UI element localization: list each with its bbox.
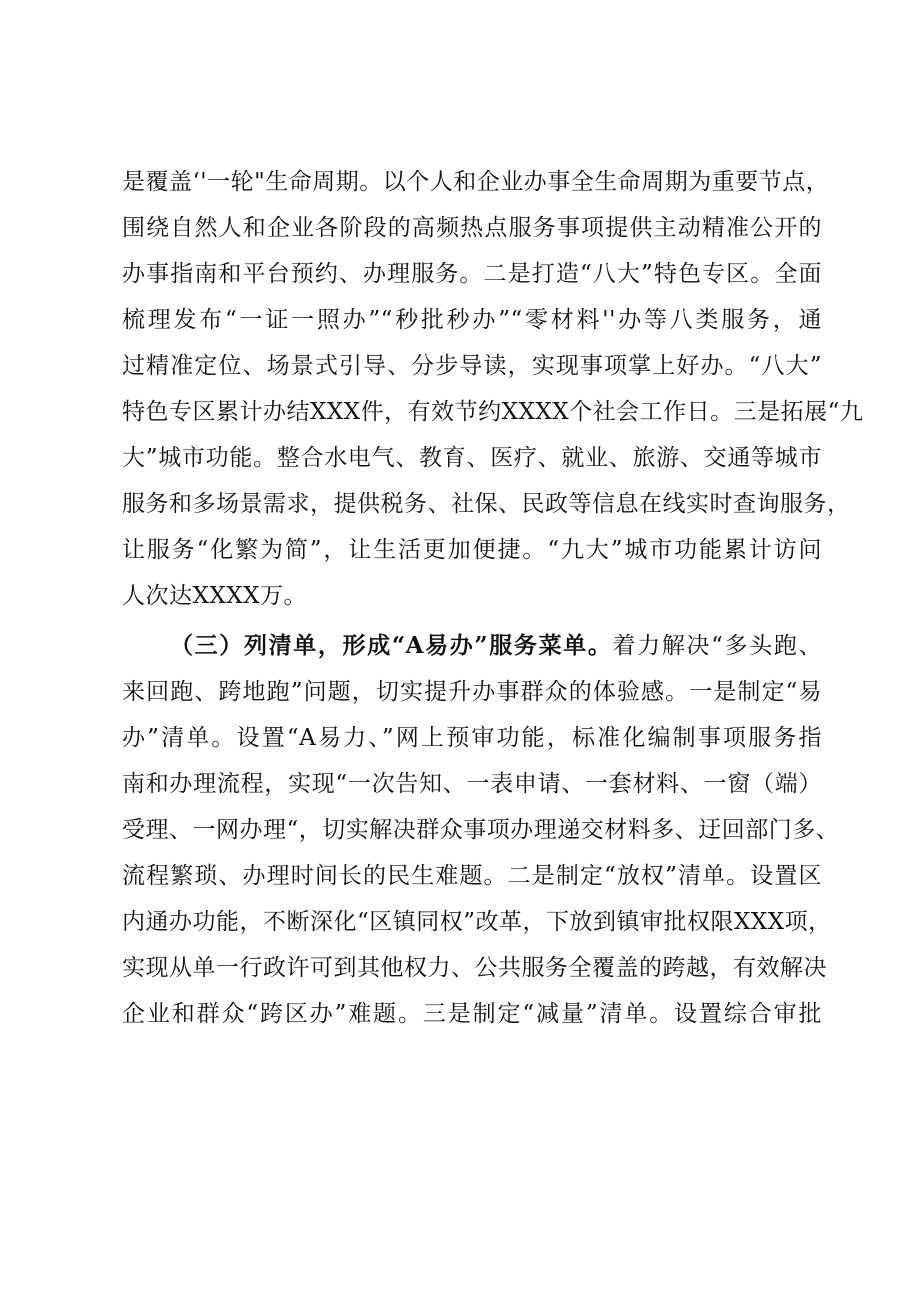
- section-heading-line: [170, 626, 822, 666]
- paragraph-line: 大”城市功能。整合水电气、教育、医疗、就业、旅游、交通等城市: [122, 445, 822, 471]
- paragraph-line: 服务和多场景需求，提供税务、社保、民政等信息在线实时查询服务，: [122, 491, 851, 517]
- paragraph-line: 企业和群众“跨区办”难题。三是制定“减量”清单。设置综合审批: [122, 1001, 822, 1027]
- paragraph-line: 流程繁琐、办理时间长的民生难题。二是制定“放权”清单。设置区: [122, 863, 822, 889]
- paragraph-line: 内通办功能，不断深化“区镇同权”改革，下放到镇审批权限XXX项，: [122, 909, 832, 935]
- paragraph-line: 过精准定位、场景式引导、分步导读，实现事项掌上好办。“八大”: [122, 353, 822, 379]
- paragraph-line: 是覆盖‘'一轮"生命周期。以个人和企业办事全生命周期为重要节点，: [122, 169, 830, 195]
- paragraph-line: 实现从单一行政许可到其他权力、公共服务全覆盖的跨越，有效解决: [122, 955, 827, 981]
- paragraph-line: 办事指南和平台预约、办理服务。二是打造“八大”特色专区。全面: [122, 261, 822, 287]
- paragraph-line: 办”清单。设置“A易力、”网上预审功能，标准化编制事项服务指: [122, 725, 822, 751]
- paragraph-line: 让服务“化繁为简”，让生活更加便捷。“九大”城市功能累计访问: [122, 537, 822, 563]
- paragraph-line: 梳理发布“一证一照办”“秒批秒办”“零材料''办等八类服务，通: [122, 307, 822, 333]
- section-heading-continuation: 着力解决“多头跑、: [612, 633, 822, 659]
- section-heading: （三）列清单，形成“A易办”服务菜单。: [170, 632, 613, 659]
- paragraph-line: 围绕自然人和企业各阶段的高频热点服务事项提供主动精准公开的: [122, 215, 822, 241]
- paragraph-line: 南和办理流程，实现“一次告知、一表申请、一套材料、一窗（端）: [122, 771, 822, 797]
- paragraph-line: 人次达XXXX万。: [122, 583, 307, 609]
- paragraph-line: 来回跑、跨地跑”问题，切实提升办事群众的体验感。一是制定“易: [122, 679, 822, 705]
- paragraph-line: 受理、一网办理“，切实解决群众事项办理递交材料多、迂回部门多、: [122, 817, 840, 843]
- paragraph-line: 特色专区累计办结XXX件，有效节约XXXX个社会工作日。三是拓展“九: [122, 399, 864, 425]
